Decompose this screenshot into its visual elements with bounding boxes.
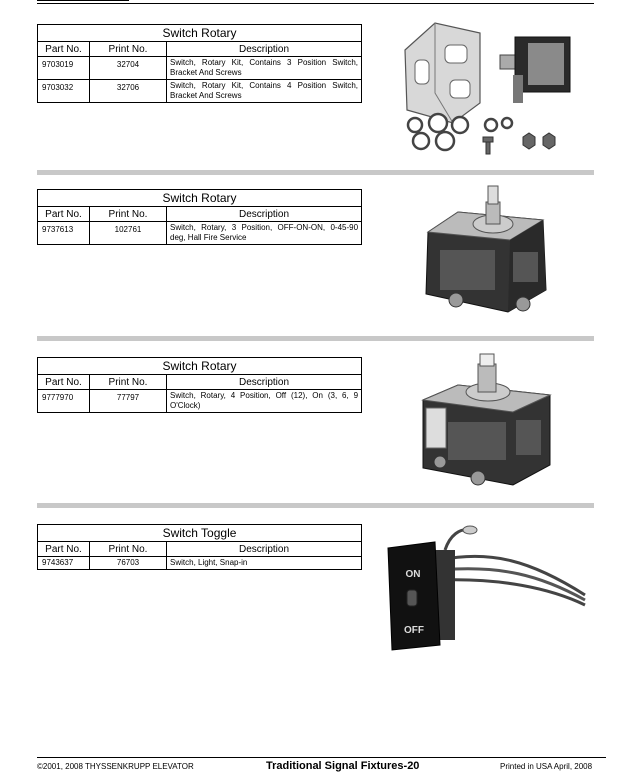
col-header-print: Print No. — [90, 542, 167, 557]
description: Switch, Rotary Kit, Contains 3 Position Switch, Bracket And Screws — [167, 57, 362, 80]
parts-table-3 — [37, 357, 362, 413]
col-header-description: Description — [167, 207, 362, 222]
col-header-print: Print No. — [90, 375, 167, 390]
print-number: 77797 — [90, 390, 167, 413]
top-rule — [37, 3, 594, 4]
print-number: 32706 — [90, 80, 167, 103]
col-header-description: Description — [167, 375, 362, 390]
col-header-part: Part No. — [38, 375, 90, 390]
table-row — [38, 57, 362, 80]
part-number: 9703032 — [38, 80, 90, 103]
top-rule-short — [37, 0, 129, 1]
description: Switch, Rotary, 3 Position, OFF-ON-ON, 0-45-90 deg, Hall Fire Service — [167, 222, 362, 245]
footer-page-title: Traditional Signal Fixtures-20 — [266, 760, 420, 772]
table-row — [38, 222, 362, 245]
toggle-switch-photo — [380, 520, 595, 655]
table-title: Switch Rotary — [38, 358, 362, 375]
table-title: Switch Rotary — [38, 25, 362, 42]
parts-table-4 — [37, 524, 362, 570]
print-number: 32704 — [90, 57, 167, 80]
parts-table-2 — [37, 189, 362, 245]
description: Switch, Rotary Kit, Contains 4 Position Switch, Bracket And Screws — [167, 80, 362, 103]
col-header-print: Print No. — [90, 207, 167, 222]
table-row — [38, 80, 362, 103]
col-header-description: Description — [167, 542, 362, 557]
col-header-part: Part No. — [38, 207, 90, 222]
footer-rule — [37, 757, 606, 758]
part-number: 9703019 — [38, 57, 90, 80]
rotary-switch-photo — [418, 182, 558, 322]
part-number: 9777970 — [38, 390, 90, 413]
description: Switch, Light, Snap-in — [167, 557, 362, 570]
part-number: 9743637 — [38, 557, 90, 570]
rotary-switch-kit-photo — [395, 15, 590, 160]
col-header-part: Part No. — [38, 42, 90, 57]
col-header-print: Print No. — [90, 42, 167, 57]
section-divider — [37, 336, 594, 341]
table-title: Switch Rotary — [38, 190, 362, 207]
description: Switch, Rotary, 4 Position, Off (12), On (3, 6, 9 O'Clock) — [167, 390, 362, 413]
footer-print-date: Printed in USA April, 2008 — [500, 762, 593, 771]
section-divider — [37, 170, 594, 175]
print-number: 76703 — [90, 557, 167, 570]
footer-copyright: ©2001, 2008 THYSSENKRUPP ELEVATOR — [37, 762, 194, 771]
four-position-rotary-switch-photo — [418, 350, 558, 495]
col-header-description: Description — [167, 42, 362, 57]
table-title: Switch Toggle — [38, 525, 362, 542]
part-number: 9737613 — [38, 222, 90, 245]
table-row — [38, 557, 362, 570]
col-header-part: Part No. — [38, 542, 90, 557]
toggle-off-label: OFF — [404, 625, 424, 636]
table-row — [38, 390, 362, 413]
toggle-on-label: ON — [405, 569, 421, 580]
print-number: 102761 — [90, 222, 167, 245]
parts-table-1 — [37, 24, 362, 103]
section-divider — [37, 503, 594, 508]
